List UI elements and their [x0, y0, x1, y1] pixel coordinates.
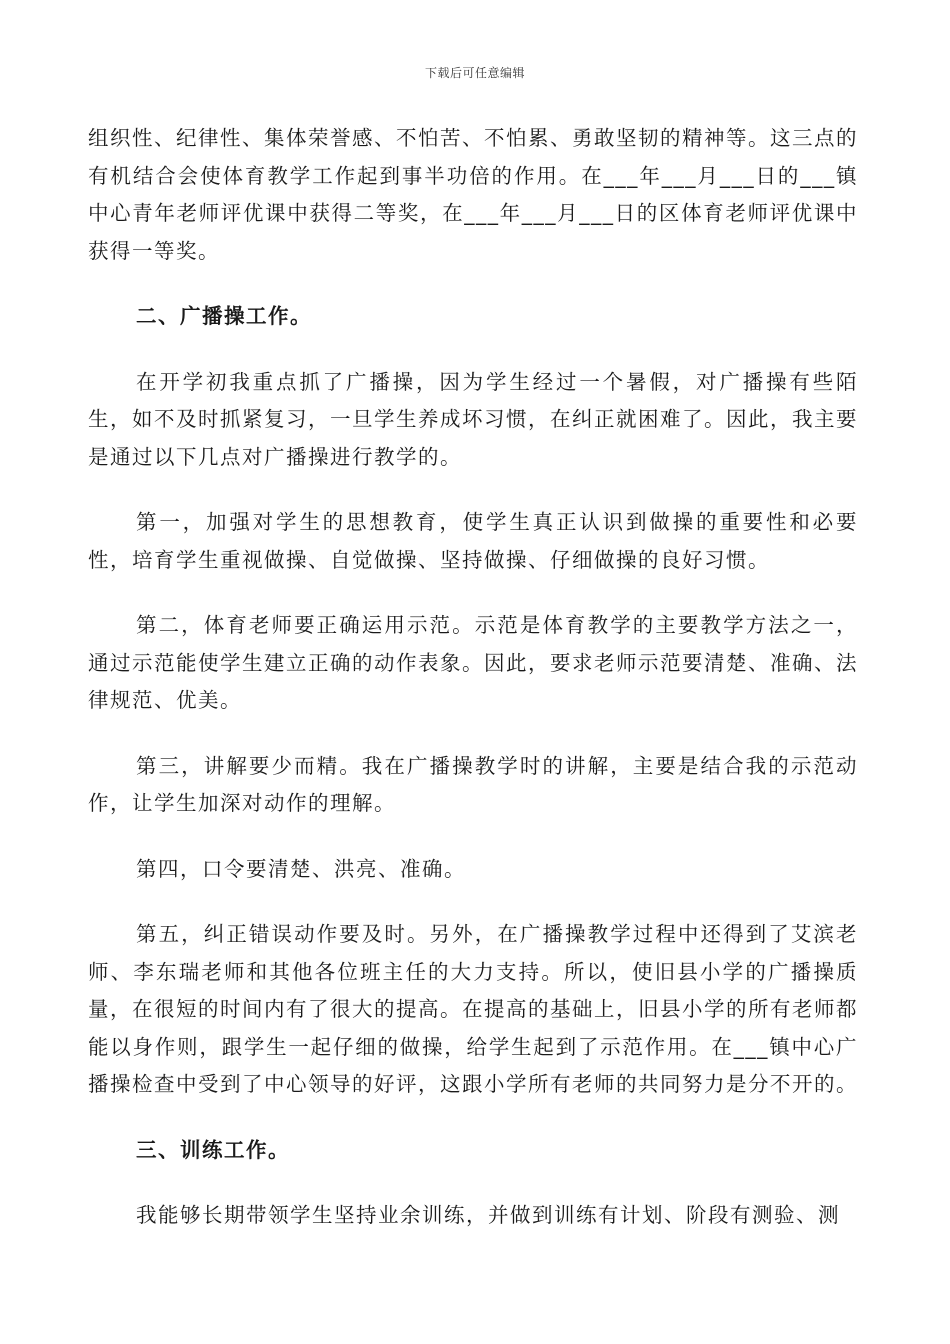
paragraph-3: 第一，加强对学生的思想教育，使学生真正认识到做操的重要性和必要性，培育学生重视做操、自觉做操、坚持做操、仔细做操的良好习惯。	[88, 510, 858, 572]
paragraph-6: 第四，口令要清楚、洪亮、准确。	[136, 856, 466, 881]
paragraph-7: 第五，纠正错误动作要及时。另外，在广播操教学过程中还得到了艾滨老师、李东瑞老师和其他各位班主任的大力支持。所以，使旧县小学的广播操质量，在很短的时间内有了很大的提高。在提高的基础上，旧县小学的所有老师都能以身作则，跟学生一起仔细的做操，给学生起到了示范作用。在___镇中心广播操检查中受到了中心领导的好评，这跟小学所有老师的共同努力是分不开的。	[88, 922, 858, 1096]
document-body	[88, 120, 858, 1263]
paragraph-4: 第二，体育老师要正确运用示范。示范是体育教学的主要教学方法之一，通过示范能使学生建立正确的动作表象。因此，要求老师示范要清楚、准确、法律规范、优美。	[88, 613, 858, 712]
header-note: 下载后可任意编辑	[424, 66, 525, 80]
paragraph-2: 在开学初我重点抓了广播操，因为学生经过一个暑假，对广播操有些陌生，如不及时抓紧复习，一旦学生养成坏习惯，在纠正就困难了。因此，我主要是通过以下几点对广播操进行教学的。	[88, 369, 858, 469]
paragraph-8: 我能够长期带领学生坚持业余训练，并做到训练有计划、阶段有测验、测	[136, 1203, 840, 1227]
paragraph-5: 第三，讲解要少而精。我在广播操教学时的讲解，主要是结合我的示范动作，让学生加深对动作的理解。	[88, 753, 858, 815]
paragraph-1: 组织性、纪律性、集体荣誉感、不怕苦、不怕累、勇敢坚韧的精神等。这三点的有机结合会使体育教学工作起到事半功倍的作用。在___年___月___日的___镇中心青年老师评优课中获得二等奖，在___年___月___日的区体育老师评优课中获得一等奖。	[88, 126, 858, 263]
section-heading-3: 三、训练工作。	[136, 1137, 290, 1162]
section-heading-2: 二、广播操工作。	[136, 304, 312, 328]
